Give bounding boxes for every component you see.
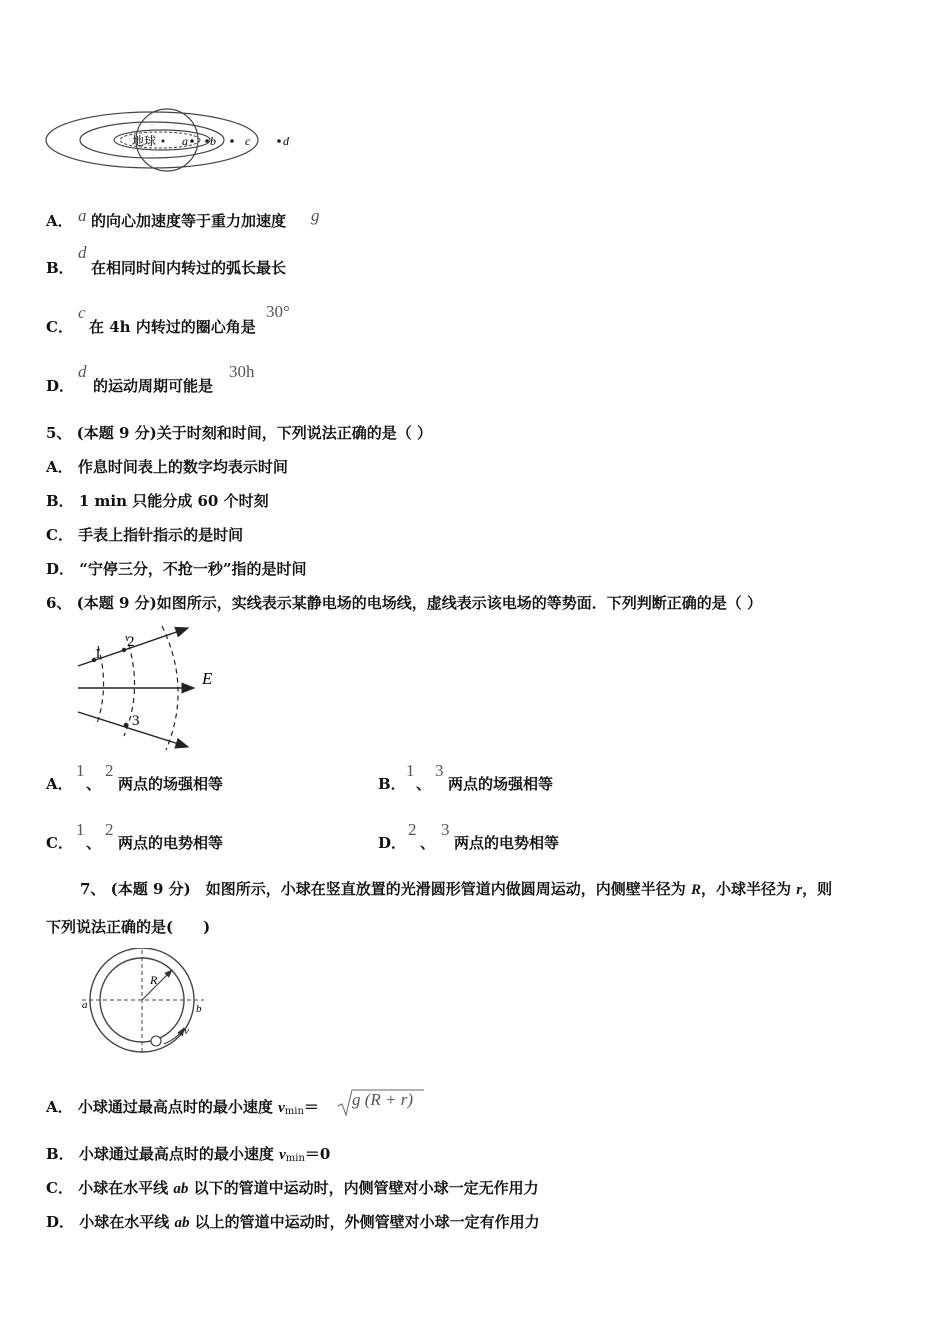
label-2: 2	[127, 634, 135, 650]
q6-option-a[interactable]	[46, 774, 73, 794]
q6-a-sep: 、	[86, 775, 102, 793]
q7-option-b[interactable]	[46, 1144, 330, 1169]
label-b: b	[196, 1003, 202, 1015]
point-c	[230, 139, 234, 143]
q7-c-post: 以下的管道中运动时，内侧管壁对小球一定无作用力	[188, 1179, 539, 1197]
q7-d-pre: D． 小球在水平线	[46, 1213, 175, 1231]
q4-c-var: c	[78, 303, 86, 322]
point-3	[124, 723, 128, 727]
label-1: 1	[94, 646, 102, 662]
q6-d-label: D．	[378, 834, 407, 852]
label-v: v	[184, 1025, 189, 1037]
q6-d-n2: 3	[441, 820, 450, 839]
q5-option-d[interactable]: D． “宁停三分，不抢一秒”指的是时间	[46, 560, 307, 578]
q7-c-pre: C． 小球在水平线	[46, 1179, 174, 1197]
q4-option-c[interactable]	[46, 317, 73, 337]
q6-a-label: A．	[46, 775, 73, 793]
q4-b-label: B．	[46, 259, 74, 277]
q6-b-sep: 、	[416, 775, 432, 793]
label-3: 3	[132, 713, 140, 729]
point-b	[205, 139, 209, 143]
label-d: d	[283, 134, 289, 148]
q4-d-text: 的运动周期可能是	[93, 377, 214, 395]
q6-b-n2: 3	[435, 761, 444, 780]
q7-option-c[interactable]	[46, 1178, 539, 1199]
q7-stem-part3: ，则	[802, 880, 833, 898]
q6-d-text: 两点的电势相等	[454, 834, 560, 852]
q7-stem-part1: 7、 (本题 9 分) 如图所示，小球在竖直放置的光滑圆形管道内做圆周运动，内侧壁半径为	[80, 880, 691, 898]
label-c: c	[245, 134, 251, 148]
q4-a-label: A．	[46, 212, 73, 230]
q6-c-text: 两点的电势相等	[118, 834, 224, 852]
q6-c-label: C．	[46, 834, 73, 852]
q4-option-a[interactable]	[46, 211, 73, 231]
q6-c-n2: 2	[105, 820, 114, 839]
q7-a-formula: g (R + r)	[352, 1090, 414, 1109]
q4-c-label: C．	[46, 318, 73, 336]
circular-tube-figure	[80, 948, 210, 1058]
point-d	[277, 139, 281, 143]
q6-stem: 6、 (本题 9 分)如图所示，实线表示某静电场的电场线，虚线表示该电场的等势面．下列判断正确的是（ ）	[46, 594, 762, 612]
q7-b-pre: B． 小球通过最高点时的最小速度	[46, 1145, 280, 1163]
label-a: a	[182, 134, 188, 148]
q4-b-text: 在相同时间内转过的弧长最长	[91, 259, 287, 277]
q7-c-ab: ab	[173, 1181, 189, 1197]
q6-option-d[interactable]	[378, 833, 406, 853]
q6-b-label: B．	[378, 775, 406, 793]
q5-option-b[interactable]: B． 1 min 只能分成 60 个时刻	[46, 492, 269, 510]
q6-a-n1: 1	[76, 761, 85, 780]
q4-option-b[interactable]	[46, 258, 74, 278]
q4-a-text: 的向心加速度等于重力加速度	[91, 212, 287, 230]
q7-a-pre: A． 小球通过最高点时的最小速度	[46, 1098, 279, 1116]
label-R: R	[150, 973, 158, 987]
q4-a-tail: g	[311, 206, 320, 225]
q6-b-text: 两点的场强相等	[448, 775, 554, 793]
q5-option-c[interactable]: C． 手表上指针指示的是时间	[46, 526, 244, 544]
electric-field-figure	[70, 622, 230, 752]
q7-a-sub: min	[284, 1106, 304, 1117]
earth-center	[162, 140, 165, 143]
ball	[151, 1036, 161, 1046]
label-a: a	[82, 999, 88, 1011]
point-a	[190, 139, 194, 143]
q7-a-eq: ＝	[303, 1098, 319, 1116]
q6-b-n1: 1	[406, 761, 415, 780]
q7-a-v: v	[278, 1100, 285, 1116]
q4-c-text: 在 4h 内转过的圈心角是	[89, 318, 256, 336]
point-2	[122, 648, 126, 652]
q4-d-label: D．	[46, 377, 75, 395]
q4-a-var: a	[78, 206, 87, 225]
q6-a-text: 两点的场强相等	[118, 775, 224, 793]
q7-d-ab: ab	[174, 1215, 190, 1231]
q6-a-n2: 2	[105, 761, 114, 780]
q6-d-sep: 、	[420, 834, 436, 852]
q7-option-a[interactable]	[46, 1097, 319, 1122]
q6-option-b[interactable]	[378, 774, 406, 794]
label-E: E	[202, 669, 213, 688]
q4-b-var: d	[78, 243, 87, 262]
q6-option-c[interactable]	[46, 833, 73, 853]
orbit-figure	[42, 108, 302, 178]
q7-b-sub: min	[285, 1153, 305, 1164]
q4-d-var: d	[78, 362, 87, 381]
q6-c-n1: 1	[76, 820, 85, 839]
q4-option-d[interactable]	[46, 376, 74, 396]
earth-label: 地球	[132, 134, 157, 148]
q7-stem-line2: 下列说法正确的是( )	[46, 918, 211, 936]
q7-b-eq: ＝0	[304, 1145, 331, 1163]
q5-stem: 5、 (本题 9 分)关于时刻和时间，下列说法正确的是（ ）	[46, 424, 432, 442]
q4-c-tail: 30°	[266, 302, 290, 321]
q7-d-post: 以上的管道中运动时，外侧管壁对小球一定有作用力	[189, 1213, 540, 1231]
q7-stem-r: r	[796, 882, 803, 898]
q7-stem-R: R	[690, 882, 701, 898]
label-b: b	[210, 134, 216, 148]
q4-d-tail: 30h	[229, 362, 255, 381]
q7-stem	[80, 879, 832, 900]
q7-b-v: v	[279, 1147, 286, 1163]
q6-c-sep: 、	[86, 834, 102, 852]
q7-stem-part2: ，小球半径为	[700, 880, 797, 898]
q7-option-d[interactable]	[46, 1212, 540, 1233]
q6-d-n1: 2	[408, 820, 417, 839]
q5-option-a[interactable]: A． 作息时间表上的数字均表示时间	[46, 458, 288, 476]
